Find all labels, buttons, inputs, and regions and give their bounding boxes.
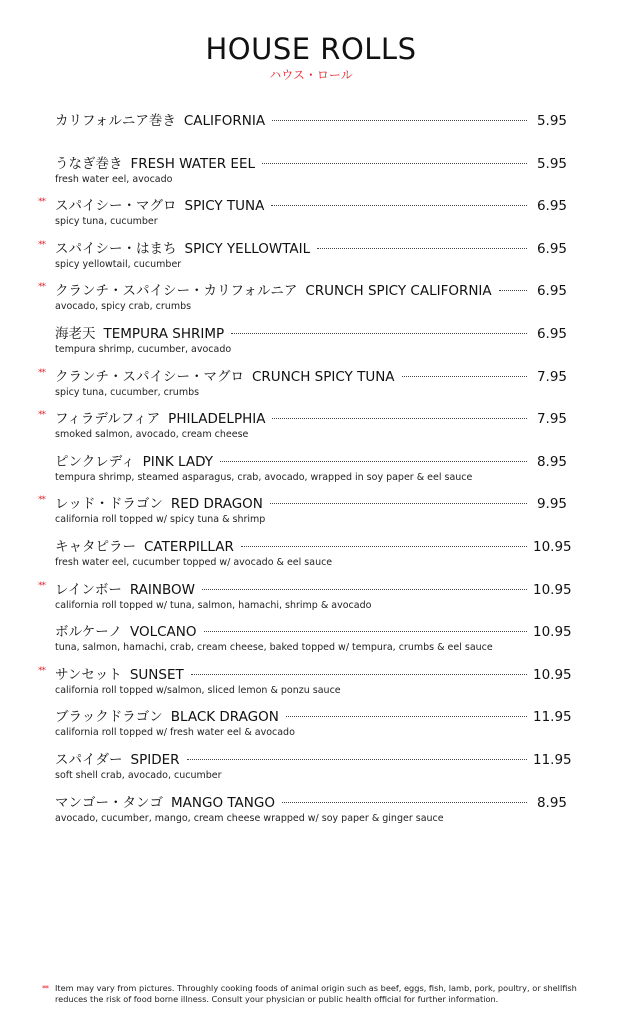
menu-item xyxy=(55,452,567,495)
footnote-marker: ** xyxy=(42,984,48,993)
item-name-english: RAINBOW xyxy=(129,581,195,598)
item-description: soft shell crab, avocado, cucumber xyxy=(55,769,222,781)
dotted-leader xyxy=(220,461,527,462)
item-name-japanese: フィラデルフィア xyxy=(55,411,161,428)
item-description: avocado, spicy crab, crumbs xyxy=(55,301,192,313)
item-price: 6.95 xyxy=(536,283,567,300)
item-marker: ** xyxy=(38,665,45,676)
item-price: 10.95 xyxy=(533,666,572,683)
item-name-japanese: ピンクレディ xyxy=(55,453,135,470)
menu-item xyxy=(38,281,567,324)
menu-item xyxy=(38,494,567,537)
item-title-line xyxy=(55,111,567,131)
item-description: fresh water eel, avocado xyxy=(55,173,173,185)
item-name-english: CATERPILLAR xyxy=(144,538,234,555)
item-marker: ** xyxy=(38,495,45,506)
menu-item xyxy=(55,537,572,580)
item-title-line xyxy=(55,494,567,514)
item-price: 9.95 xyxy=(536,496,567,513)
item-description: spicy tuna, cucumber, crumbs xyxy=(55,386,200,398)
item-name-japanese: うなぎ巻き xyxy=(55,155,123,172)
item-marker: ** xyxy=(38,367,45,378)
dotted-leader xyxy=(191,674,527,675)
item-name-japanese: クランチ・スパイシー・カリフォルニア xyxy=(55,283,298,300)
item-price: 10.95 xyxy=(533,624,572,641)
menu-header xyxy=(0,32,622,83)
item-title-line xyxy=(55,367,567,387)
item-price: 5.95 xyxy=(536,155,567,172)
item-description: spicy yellowtail, cucumber xyxy=(55,258,182,270)
item-title-line xyxy=(55,409,567,429)
menu-item xyxy=(55,750,572,793)
menu-item xyxy=(55,324,567,367)
item-name-japanese: マンゴー・タンゴ xyxy=(55,794,163,811)
item-name-japanese: サンセット xyxy=(55,666,122,683)
item-price: 10.95 xyxy=(533,538,572,555)
item-name-english: VOLCANO xyxy=(129,624,197,641)
item-title-line xyxy=(55,750,572,770)
dotted-leader xyxy=(402,376,527,377)
menu-item xyxy=(55,154,567,197)
item-name-japanese: ブラックドラゴン xyxy=(55,709,163,726)
item-description: california roll topped w/ fresh water eel & avocado xyxy=(55,727,295,739)
item-name-english: SPIDER xyxy=(130,751,180,768)
item-marker: ** xyxy=(38,197,45,208)
dotted-leader xyxy=(204,631,528,632)
item-title-line xyxy=(55,452,567,472)
item-name-japanese: クランチ・スパイシー・マグロ xyxy=(55,368,244,385)
item-description: tempura shrimp, cucumber, avocado xyxy=(55,343,232,355)
dotted-leader xyxy=(202,589,527,590)
footnote-text: Item may vary from pictures. Throughly cooking foods of animal origin such as beef, eggs, fish, lamb, pork, poultry, or shellfish reduces the risk of food borne illness. Consult your physician or public health official for further information. xyxy=(55,983,577,1004)
dotted-leader xyxy=(231,333,527,334)
item-price: 5.95 xyxy=(536,113,567,129)
item-title-line xyxy=(55,324,567,344)
menu-item-list xyxy=(38,111,572,835)
item-marker: ** xyxy=(38,282,45,293)
item-title-line xyxy=(55,793,567,813)
item-name-english: CRUNCH SPICY CALIFORNIA xyxy=(305,283,492,300)
item-price: 6.95 xyxy=(536,240,567,257)
item-description: avocado, cucumber, mango, cream cheese wrapped w/ soy paper & ginger sauce xyxy=(55,812,444,824)
menu-item xyxy=(55,111,567,154)
item-description: california roll topped w/ spicy tuna & shrimp xyxy=(55,514,266,526)
item-name-english: RED DRAGON xyxy=(170,496,263,513)
item-price: 8.95 xyxy=(536,453,567,470)
item-description: california roll topped w/salmon, sliced lemon & ponzu sauce xyxy=(55,684,341,696)
item-name-japanese: 海老天 xyxy=(55,325,96,342)
item-name-japanese: レッド・ドラゴン xyxy=(55,496,163,513)
item-name-english: PINK LADY xyxy=(142,453,213,470)
menu-item xyxy=(55,793,567,836)
menu-item xyxy=(38,239,567,282)
item-name-english: SPICY TUNA xyxy=(184,198,265,215)
item-title-line xyxy=(55,239,567,259)
item-price: 10.95 xyxy=(533,581,572,598)
item-title-line xyxy=(55,580,572,600)
menu-item xyxy=(38,409,567,452)
item-name-japanese: キャタピラー xyxy=(55,538,136,555)
item-price: 6.95 xyxy=(536,325,567,342)
item-description: tempura shrimp, steamed asparagus, crab, avocado, wrapped in soy paper & eel sauce xyxy=(55,471,473,483)
item-name-english: CRUNCH SPICY TUNA xyxy=(252,368,395,385)
dotted-leader xyxy=(317,248,527,249)
item-description: spicy tuna, cucumber xyxy=(55,216,158,228)
item-title-line xyxy=(55,707,572,727)
item-name-english: MANGO TANGO xyxy=(171,794,275,811)
dotted-leader xyxy=(272,120,527,121)
item-title-line xyxy=(55,281,567,301)
dotted-leader xyxy=(262,163,527,164)
item-price: 8.95 xyxy=(536,794,567,811)
item-title-line xyxy=(55,154,567,174)
dotted-leader xyxy=(282,802,527,803)
item-name-english: FRESH WATER EEL xyxy=(130,155,256,172)
dotted-leader xyxy=(241,546,527,547)
menu-item xyxy=(55,622,572,665)
dotted-leader xyxy=(270,503,527,504)
item-title-line xyxy=(55,196,567,216)
item-name-japanese: スパイシー・マグロ xyxy=(55,198,177,215)
dotted-leader xyxy=(272,418,527,419)
item-name-english: PHILADELPHIA xyxy=(168,411,266,428)
menu-item xyxy=(38,196,567,239)
item-name-japanese: ボルケーノ xyxy=(55,624,122,641)
item-description: tuna, salmon, hamachi, crab, cream cheese, baked topped w/ tempura, crumbs & eel sauce xyxy=(55,642,493,654)
item-marker: ** xyxy=(38,239,45,250)
item-title-line xyxy=(55,622,572,642)
item-price: 11.95 xyxy=(533,751,572,768)
item-price: 7.95 xyxy=(536,368,567,385)
menu-item xyxy=(38,665,572,708)
menu-item xyxy=(38,367,567,410)
item-title-line xyxy=(55,665,572,685)
menu-item xyxy=(38,580,572,623)
dotted-leader xyxy=(499,290,527,291)
dotted-leader xyxy=(286,716,527,717)
item-description: smoked salmon, avocado, cream cheese xyxy=(55,429,249,441)
item-name-japanese: スパイダー xyxy=(55,751,123,768)
page-subtitle-japanese: ハウス・ロール xyxy=(269,68,353,82)
item-name-japanese: レインボー xyxy=(55,581,122,598)
item-name-english: SPICY YELLOWTAIL xyxy=(184,240,311,257)
item-price: 6.95 xyxy=(536,198,567,215)
item-title-line xyxy=(55,537,572,557)
item-price: 7.95 xyxy=(536,411,567,428)
item-marker: ** xyxy=(38,410,45,421)
item-name-english: BLACK DRAGON xyxy=(170,709,279,726)
item-description: california roll topped w/ tuna, salmon, hamachi, shrimp & avocado xyxy=(55,599,372,611)
item-marker: ** xyxy=(38,580,45,591)
item-description: fresh water eel, cucumber topped w/ avocado & eel sauce xyxy=(55,556,333,568)
menu-item xyxy=(55,707,572,750)
page-title: HOUSE ROLLS xyxy=(205,32,417,66)
item-name-english: SUNSET xyxy=(129,666,184,683)
item-name-english: TEMPURA SHRIMP xyxy=(103,325,225,342)
item-price: 11.95 xyxy=(533,709,572,726)
item-name-english: CALIFORNIA xyxy=(183,113,266,129)
dotted-leader xyxy=(187,759,528,760)
item-name-japanese: スパイシー・はまち xyxy=(55,240,177,257)
allergy-footnote xyxy=(42,983,582,1005)
item-name-japanese: カリフォルニア巻き xyxy=(55,113,176,129)
dotted-leader xyxy=(271,205,527,206)
